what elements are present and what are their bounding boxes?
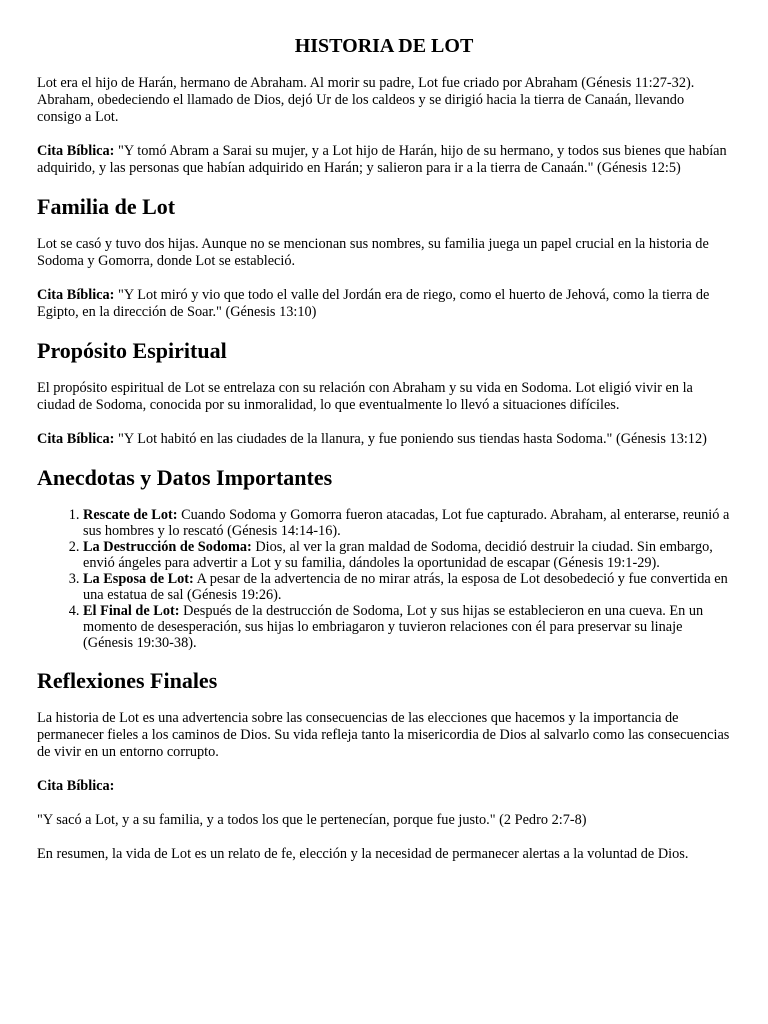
list-item-label: La Destrucción de Sodoma: [83, 539, 252, 555]
list-item [83, 507, 731, 539]
list-item [83, 571, 731, 603]
citation-label: Cita Bíblica: [37, 778, 115, 794]
reflexiones-paragraph: La historia de Lot es una advertencia sobre las consecuencias de las elecciones que hacemos y la importancia de permanecer fieles a los caminos de Dios. Su vida refleja tanto la misericordia de Dios al salvarlo como las consecuencias de vivir en un entorno corrupto. [37, 710, 730, 760]
citation-label: Cita Bíblica: [37, 143, 115, 159]
citation-text: "Y Lot miró y vio que todo el valle del Jordán era de riego, como el huerto de Jehová, como la tierra de Egipto, en la dirección de Soar." (Génesis 13:10) [37, 287, 710, 320]
proposito-citation [37, 431, 731, 448]
list-item-text: A pesar de la advertencia de no mirar atrás, la esposa de Lot desobedeció y fue convertida en una estatua de sal (Génesis 19:26). [83, 571, 728, 603]
citation-label: Cita Bíblica: [37, 431, 115, 447]
intro-citation [37, 143, 731, 177]
document-title: HISTORIA DE LOT [294, 35, 474, 57]
citation-text: "Y Lot habitó en las ciudades de la llanura, y fue poniendo sus tiendas hasta Sodoma." (Génesis 13:12) [114, 431, 707, 447]
list-item-label: La Esposa de Lot: [83, 571, 194, 587]
familia-citation [37, 287, 731, 321]
reflexiones-citation-label [37, 778, 731, 795]
resumen-paragraph: En resumen, la vida de Lot es un relato de fe, elección y la necesidad de permanecer alertas a la voluntad de Dios. [37, 846, 689, 862]
section-heading-proposito: Propósito Espiritual [37, 338, 227, 363]
intro-paragraph: Lot era el hijo de Harán, hermano de Abraham. Al morir su padre, Lot fue criado por Abraham (Génesis 11:27-32). Abraham, obedeciendo el llamado de Dios, dejó Ur de los caldeos y se dirigió hacia la tierra de Canaán, llevando consigo a Lot. [37, 75, 695, 125]
list-item [83, 603, 731, 651]
reflexiones-citation-text: "Y sacó a Lot, y a su familia, y a todos los que le pertenecían, porque fue justo." (2 Pedro 2:7-8) [37, 812, 587, 828]
proposito-paragraph: El propósito espiritual de Lot se entrelaza con su relación con Abraham y su vida en Sodoma. Lot eligió vivir en la ciudad de Sodoma, conocida por su inmoralidad, lo que eventualmente lo llevó a situaciones difíciles. [37, 380, 693, 413]
list-item-label: El Final de Lot: [83, 603, 180, 619]
anecdotas-list [37, 507, 731, 651]
list-item-text: Dios, al ver la gran maldad de Sodoma, decidió destruir la ciudad. Sin embargo, envió ángeles para advertir a Lot y su familia, dándoles la oportunidad de escapar (Génesis 19:1-29). [83, 539, 713, 571]
familia-paragraph: Lot se casó y tuvo dos hijas. Aunque no se mencionan sus nombres, su familia juega un papel crucial en la historia de Sodoma y Gomorra, donde Lot se estableció. [37, 236, 709, 269]
citation-label: Cita Bíblica: [37, 287, 115, 303]
list-item-text: Cuando Sodoma y Gomorra fueron atacadas, Lot fue capturado. Abraham, al enterarse, reunió a sus hombres y lo rescató (Génesis 14:14-16). [83, 507, 730, 539]
section-heading-reflexiones: Reflexiones Finales [37, 668, 218, 693]
section-heading-familia: Familia de Lot [37, 194, 176, 219]
list-item [83, 539, 731, 571]
list-item-label: Rescate de Lot: [83, 507, 178, 523]
list-item-text: Después de la destrucción de Sodoma, Lot y sus hijas se establecieron en una cueva. En un momento de desesperación, sus hijas lo embriagaron y tuvieron relaciones con él para preservar su linaje (Génesis 19:30-38). [83, 603, 704, 651]
citation-text: "Y tomó Abram a Sarai su mujer, y a Lot hijo de Harán, hijo de su hermano, y todos sus bienes que habían adquirido, y las personas que habían adquirido en Harán; y salieron para ir a la tierra de Canaán." (Génesis 12:5) [37, 143, 727, 176]
section-heading-anecdotas: Anecdotas y Datos Importantes [37, 465, 333, 490]
